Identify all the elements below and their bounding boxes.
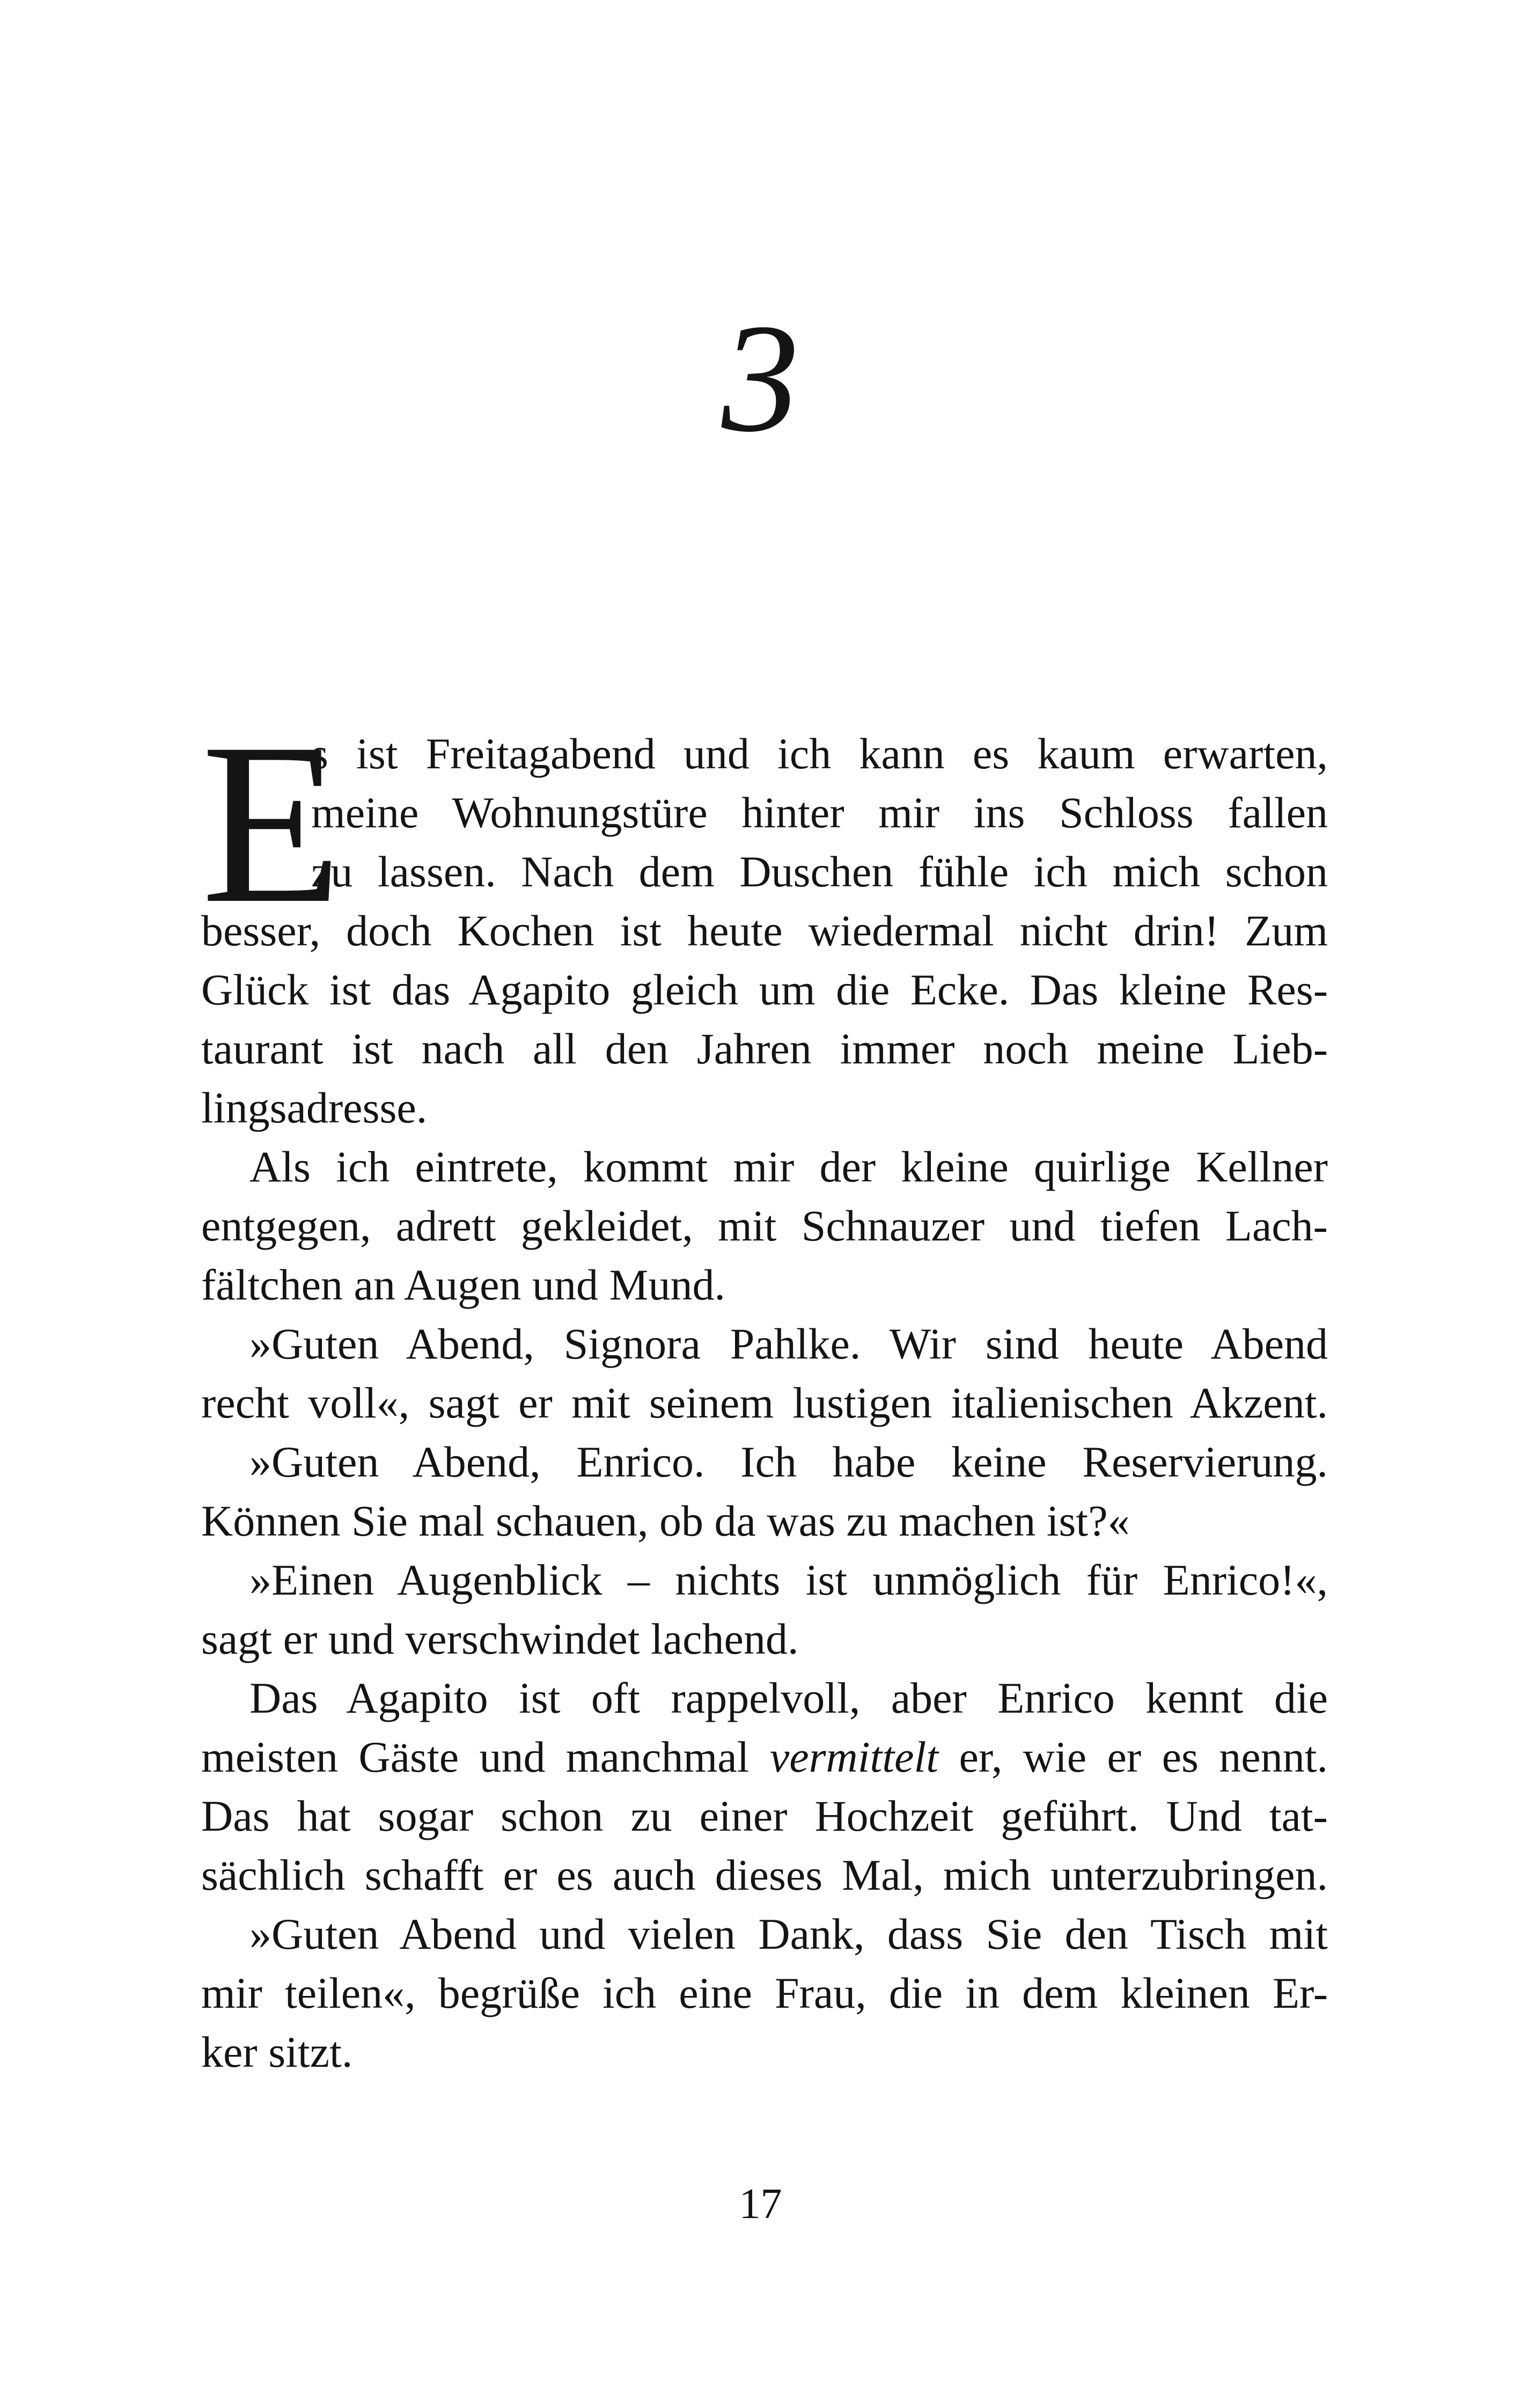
body-text bbox=[201, 696, 1328, 2093]
text-line: Glück ist das Agapito gleich um die Ecke. Das kleine Res- bbox=[201, 965, 1328, 1014]
text-line: fältchen an Augen und Mund. bbox=[201, 1260, 725, 1309]
text-line: besser, doch Kochen ist heute wiedermal nicht drin! Zum bbox=[201, 906, 1328, 955]
text-line: Als ich eintrete, kommt mir der kleine quirlige Kellner bbox=[249, 1142, 1328, 1191]
text-line: mir teilen«, begrüße ich eine Frau, die in dem kleinen Er- bbox=[201, 1969, 1328, 2017]
text-line: entgegen, adrett gekleidet, mit Schnauzer und tiefen Lach- bbox=[201, 1201, 1328, 1250]
text-line: Können Sie mal schauen, ob da was zu machen ist?« bbox=[201, 1496, 1130, 1545]
text-line: »Einen Augenblick – nichts ist unmöglich für Enrico!«, bbox=[249, 1555, 1328, 1604]
text-line: sagt er und verschwindet lachend. bbox=[201, 1614, 799, 1663]
text-line: sächlich schafft er es auch dieses Mal, mich unterzubringen. bbox=[201, 1851, 1328, 1899]
text-line: lingsadresse. bbox=[201, 1083, 428, 1132]
page-number: 17 bbox=[739, 2181, 782, 2228]
text-line: s ist Freitagabend und ich kann es kaum erwarten, bbox=[311, 729, 1328, 778]
drop-cap: E bbox=[201, 696, 342, 951]
text-line: taurant ist nach all den Jahren immer noch meine Lieb- bbox=[201, 1024, 1328, 1073]
text-line: Das hat sogar schon zu einer Hochzeit geführt. Und tat- bbox=[201, 1792, 1328, 1840]
text-line: Das Agapito ist oft rappelvoll, aber Enrico kennt die bbox=[249, 1673, 1328, 1722]
text-line: meine Wohnungstüre hinter mir ins Schloss fallen bbox=[311, 788, 1328, 837]
text-line-with-emphasis bbox=[201, 1728, 1328, 1787]
text-line: zu lassen. Nach dem Duschen fühle ich mich schon bbox=[311, 847, 1328, 896]
text-line: »Guten Abend und vielen Dank, dass Sie den Tisch mit bbox=[249, 1910, 1328, 1958]
chapter-number: 3 bbox=[722, 292, 799, 464]
emphasis-word: vermittelt bbox=[769, 1732, 939, 1781]
text-span: meisten Gäste und manchmal bbox=[201, 1732, 770, 1781]
text-line: recht voll«, sagt er mit seinem lustigen italienischen Akzent. bbox=[201, 1378, 1328, 1427]
text-line: »Guten Abend, Signora Pahlke. Wir sind heute Abend bbox=[249, 1319, 1328, 1368]
text-line: »Guten Abend, Enrico. Ich habe keine Reservierung. bbox=[249, 1437, 1328, 1486]
text-line: ker sitzt. bbox=[201, 2028, 353, 2076]
text-span: er, wie er es nennt. bbox=[938, 1732, 1328, 1781]
